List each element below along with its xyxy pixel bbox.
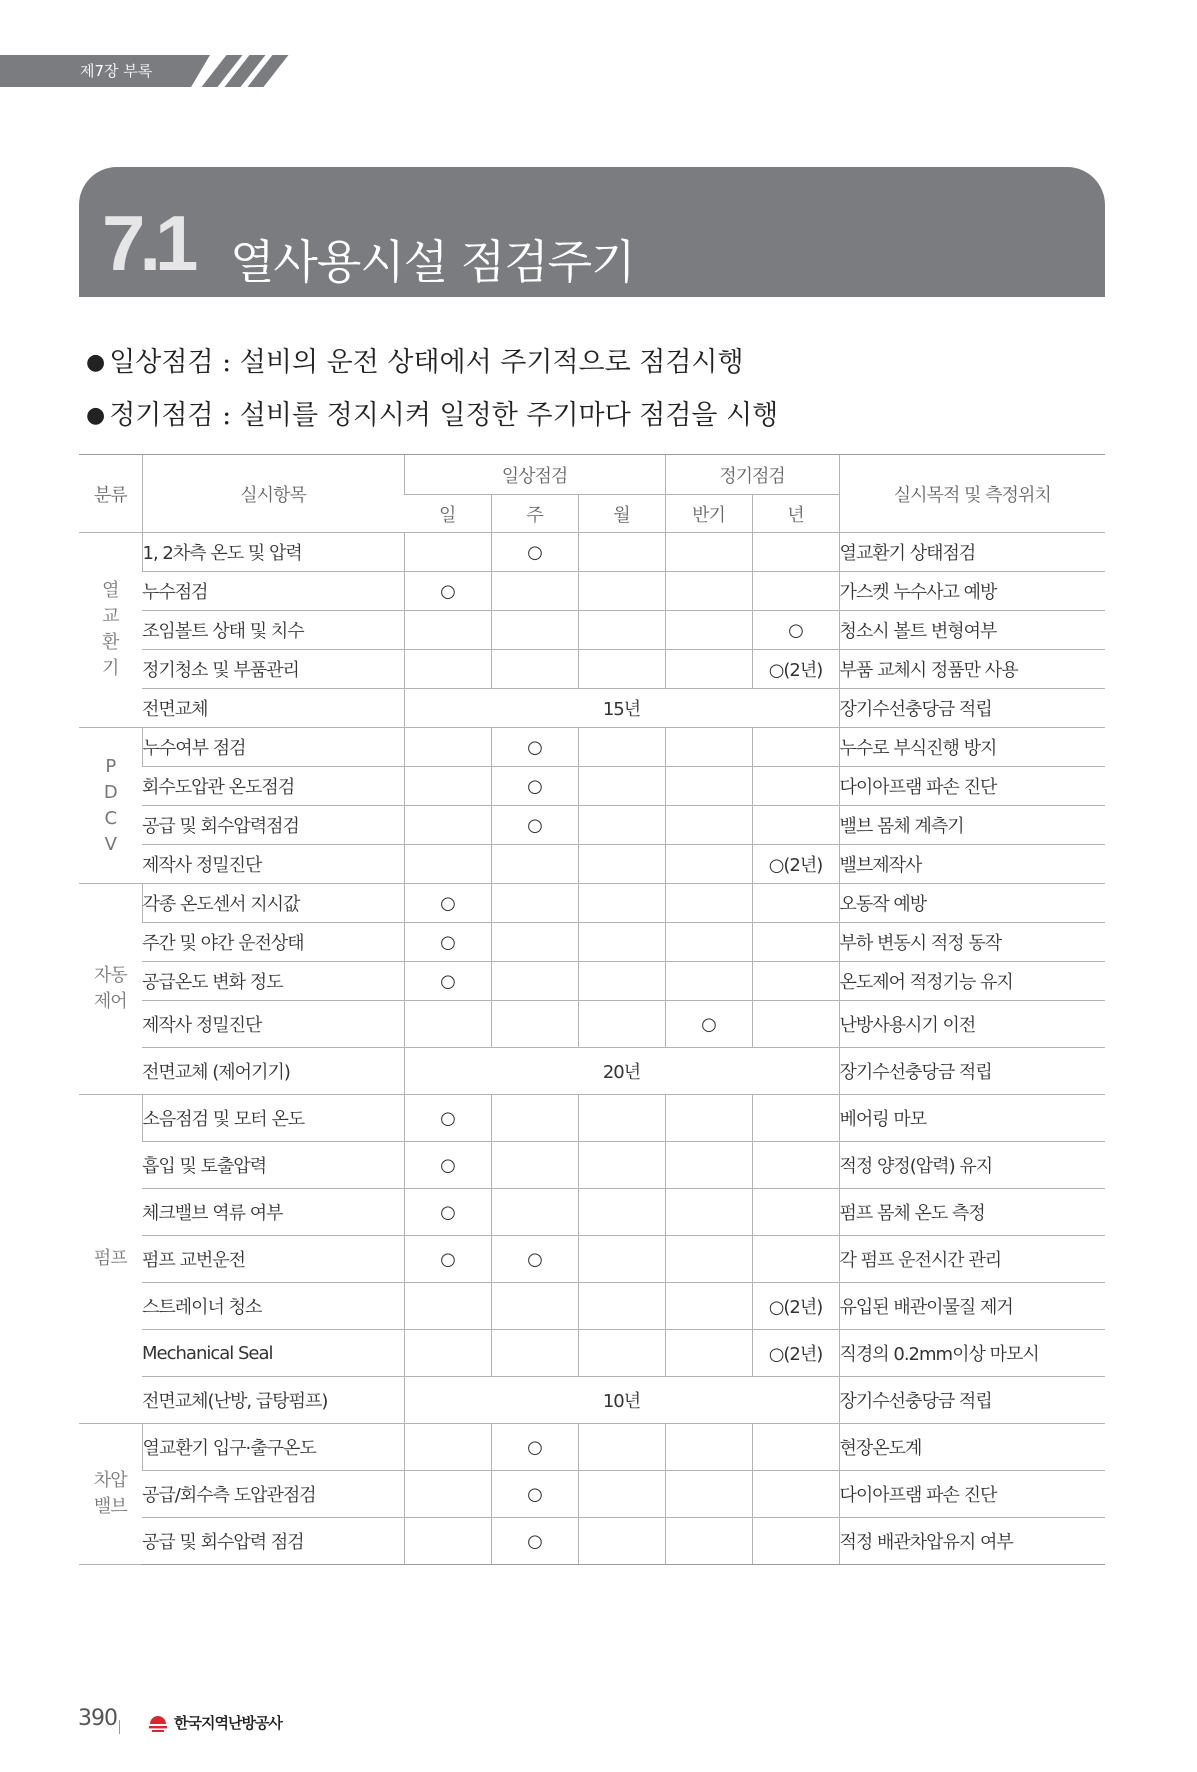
mark-cell-month (578, 1518, 665, 1565)
mark-cell-year (752, 923, 839, 962)
header-half: 반기 (665, 495, 752, 533)
purpose-cell: 펌프 몸체 온도 측정 (839, 1189, 1105, 1236)
mark-cell-year (752, 533, 839, 572)
mark-cell-day: ○ (404, 1095, 491, 1142)
mark-cell-month (578, 1189, 665, 1236)
mark-cell-week (491, 1001, 578, 1048)
item-cell: 누수여부 점검 (142, 728, 404, 767)
purpose-cell: 베어링 마모 (839, 1095, 1105, 1142)
mark-cell-day: ○ (404, 1236, 491, 1283)
mark-cell-half (665, 1330, 752, 1377)
item-cell: 1, 2차측 온도 및 압력 (142, 533, 404, 572)
item-cell: 흡입 및 토출압력 (142, 1142, 404, 1189)
mark-cell-week (491, 650, 578, 689)
mark-cell-day: ○ (404, 962, 491, 1001)
table-row (79, 1377, 1105, 1424)
mark-cell-half (665, 1518, 752, 1565)
mark-cell-week: ○ (491, 767, 578, 806)
mark-cell-day (404, 845, 491, 884)
mark-cell-year (752, 1142, 839, 1189)
mark-cell-year: ○(2년) (752, 650, 839, 689)
purpose-cell: 누수로 부식진행 방지 (839, 728, 1105, 767)
bullet-daily (86, 340, 744, 379)
mark-cell-year (752, 1001, 839, 1048)
mark-cell-week (491, 1283, 578, 1330)
mark-cell-half (665, 1189, 752, 1236)
mark-cell-week (491, 1189, 578, 1236)
item-cell: 제작사 정밀진단 (142, 1001, 404, 1048)
category-cell: 열 교 환 기 (79, 533, 142, 728)
mark-cell-year (752, 806, 839, 845)
item-cell: 소음점검 및 모터 온도 (142, 1095, 404, 1142)
purpose-cell: 밸브제작사 (839, 845, 1105, 884)
table-row (79, 1471, 1105, 1518)
mark-cell-week: ○ (491, 533, 578, 572)
mark-cell-day (404, 1471, 491, 1518)
table-row (79, 650, 1105, 689)
mark-cell-half (665, 1424, 752, 1471)
purpose-cell: 현장온도계 (839, 1424, 1105, 1471)
category-cell: 차압 밸브 (79, 1424, 142, 1565)
table-row (79, 1048, 1105, 1095)
table-row (79, 1189, 1105, 1236)
header-week: 주 (491, 495, 578, 533)
mark-cell-day: ○ (404, 923, 491, 962)
mark-cell-month (578, 1283, 665, 1330)
mark-cell-half (665, 1236, 752, 1283)
mark-cell-week: ○ (491, 806, 578, 845)
purpose-cell: 밸브 몸체 계측기 (839, 806, 1105, 845)
purpose-cell: 청소시 볼트 변형여부 (839, 611, 1105, 650)
bullet-periodic (86, 393, 778, 432)
mark-cell-day (404, 728, 491, 767)
mark-cell-half (665, 767, 752, 806)
table-row (79, 845, 1105, 884)
mark-cell-half: ○ (665, 1001, 752, 1048)
section-title: 열사용시설 점검주기 (230, 235, 635, 289)
mark-cell-day (404, 1424, 491, 1471)
item-cell: 체크밸브 역류 여부 (142, 1189, 404, 1236)
table-row (79, 1095, 1105, 1142)
chapter-label: 제7장 부록 (80, 62, 153, 80)
item-cell: 펌프 교번운전 (142, 1236, 404, 1283)
item-cell: 전면교체(난방, 급탕펌프) (142, 1377, 404, 1424)
table-row (79, 689, 1105, 728)
purpose-cell: 부품 교체시 정품만 사용 (839, 650, 1105, 689)
purpose-cell: 온도제어 적정기능 유지 (839, 962, 1105, 1001)
mark-cell-week (491, 1095, 578, 1142)
table-body (79, 533, 1105, 1565)
mark-cell-year (752, 572, 839, 611)
purpose-cell: 유입된 배관이물질 제거 (839, 1283, 1105, 1330)
mark-cell-month (578, 1424, 665, 1471)
mark-cell-month (578, 572, 665, 611)
mark-cell-half (665, 845, 752, 884)
mark-cell-year: ○(2년) (752, 845, 839, 884)
mark-cell-half (665, 1095, 752, 1142)
purpose-cell: 오동작 예방 (839, 884, 1105, 923)
header-category: 분류 (79, 455, 142, 533)
mark-cell-day (404, 533, 491, 572)
page-number: 390 (78, 1706, 117, 1731)
mark-cell-half (665, 611, 752, 650)
mark-cell-day: ○ (404, 884, 491, 923)
mark-cell-year (752, 1424, 839, 1471)
mark-cell-half (665, 884, 752, 923)
item-cell: 각종 온도센서 지시값 (142, 884, 404, 923)
purpose-cell: 부하 변동시 적정 동작 (839, 923, 1105, 962)
category-cell: 펌프 (79, 1095, 142, 1424)
table-row (79, 572, 1105, 611)
table-row (79, 1330, 1105, 1377)
mark-cell-week: ○ (491, 1424, 578, 1471)
mark-cell-month (578, 1236, 665, 1283)
category-cell: P D C V (79, 728, 142, 884)
table-row (79, 1001, 1105, 1048)
header-item: 실시항목 (142, 455, 404, 533)
table-row (79, 728, 1105, 767)
mark-cell-month (578, 650, 665, 689)
footer-divider (119, 1720, 120, 1734)
table-row (79, 1236, 1105, 1283)
bullet-dot-icon: ● (86, 350, 106, 375)
item-cell: 주간 및 야간 운전상태 (142, 923, 404, 962)
mark-cell-year (752, 884, 839, 923)
mark-cell-week (491, 923, 578, 962)
mark-cell-year (752, 962, 839, 1001)
logo-icon (147, 1712, 169, 1734)
mark-cell-year (752, 1095, 839, 1142)
mark-cell-half (665, 572, 752, 611)
table-row (79, 1142, 1105, 1189)
purpose-cell: 열교환기 상태점검 (839, 533, 1105, 572)
mark-cell-day (404, 767, 491, 806)
mark-cell-half (665, 1283, 752, 1330)
inspection-table (79, 454, 1105, 1565)
category-cell: 자동 제어 (79, 884, 142, 1095)
mark-cell-half (665, 533, 752, 572)
mark-cell-month (578, 845, 665, 884)
item-cell: 열교환기 입구·출구온도 (142, 1424, 404, 1471)
mark-cell-year (752, 1189, 839, 1236)
purpose-cell: 가스켓 누수사고 예방 (839, 572, 1105, 611)
mark-cell-day (404, 611, 491, 650)
mark-cell-week (491, 884, 578, 923)
mark-cell-month (578, 1001, 665, 1048)
table-row (79, 533, 1105, 572)
section-number: 7.1 (102, 199, 193, 287)
mark-cell-year: ○ (752, 611, 839, 650)
item-cell: 공급 및 회수압력점검 (142, 806, 404, 845)
header-daily-group: 일상점검 (404, 455, 665, 495)
mark-cell-week: ○ (491, 1471, 578, 1518)
table-row (79, 1518, 1105, 1565)
item-cell: 전면교체 (제어기기) (142, 1048, 404, 1095)
mark-cell-week (491, 1330, 578, 1377)
item-cell: 공급/회수측 도압관점검 (142, 1471, 404, 1518)
mark-cell-year: ○(2년) (752, 1330, 839, 1377)
table-row (79, 1424, 1105, 1471)
table-row (79, 884, 1105, 923)
purpose-cell: 적정 양정(압력) 유지 (839, 1142, 1105, 1189)
item-cell: 정기청소 및 부품관리 (142, 650, 404, 689)
mark-cell-half (665, 650, 752, 689)
mark-cell-month (578, 1330, 665, 1377)
header-year: 년 (752, 495, 839, 533)
header-day: 일 (404, 495, 491, 533)
mark-cell-year (752, 728, 839, 767)
mark-cell-day (404, 806, 491, 845)
mark-cell-year (752, 1471, 839, 1518)
replacement-cycle-cell: 20년 (404, 1048, 839, 1095)
table-row (79, 1283, 1105, 1330)
table-row (79, 767, 1105, 806)
mark-cell-half (665, 1471, 752, 1518)
mark-cell-month (578, 923, 665, 962)
mark-cell-half (665, 1142, 752, 1189)
mark-cell-year (752, 1236, 839, 1283)
table-row (79, 923, 1105, 962)
mark-cell-month (578, 1142, 665, 1189)
header-periodic-group: 정기점검 (665, 455, 839, 495)
replacement-cycle-cell: 10년 (404, 1377, 839, 1424)
mark-cell-year (752, 1518, 839, 1565)
mark-cell-month (578, 884, 665, 923)
purpose-cell: 각 펌프 운전시간 관리 (839, 1236, 1105, 1283)
mark-cell-day (404, 1283, 491, 1330)
purpose-cell: 다이아프램 파손 진단 (839, 1471, 1105, 1518)
mark-cell-month (578, 611, 665, 650)
mark-cell-year: ○(2년) (752, 1283, 839, 1330)
table-row (79, 611, 1105, 650)
mark-cell-day (404, 1001, 491, 1048)
mark-cell-week (491, 611, 578, 650)
item-cell: 제작사 정밀진단 (142, 845, 404, 884)
mark-cell-half (665, 923, 752, 962)
replacement-cycle-cell: 15년 (404, 689, 839, 728)
item-cell: 공급 및 회수압력 점검 (142, 1518, 404, 1565)
mark-cell-day (404, 650, 491, 689)
purpose-cell: 적정 배관차압유지 여부 (839, 1518, 1105, 1565)
mark-cell-half (665, 806, 752, 845)
purpose-cell: 난방사용시기 이전 (839, 1001, 1105, 1048)
mark-cell-month (578, 1471, 665, 1518)
mark-cell-week (491, 1142, 578, 1189)
mark-cell-day: ○ (404, 1142, 491, 1189)
mark-cell-half (665, 962, 752, 1001)
purpose-cell: 장기수선충당금 적립 (839, 1377, 1105, 1424)
purpose-cell: 장기수선충당금 적립 (839, 1048, 1105, 1095)
mark-cell-month (578, 767, 665, 806)
mark-cell-day: ○ (404, 1189, 491, 1236)
mark-cell-week (491, 845, 578, 884)
mark-cell-week (491, 962, 578, 1001)
mark-cell-week: ○ (491, 728, 578, 767)
header-month: 월 (578, 495, 665, 533)
item-cell: 공급온도 변화 정도 (142, 962, 404, 1001)
purpose-cell: 장기수선충당금 적립 (839, 689, 1105, 728)
table-row (79, 806, 1105, 845)
bullet-text: 정기점검 : 설비를 정지시켜 일정한 주기마다 점검을 시행 (109, 400, 779, 431)
mark-cell-week: ○ (491, 1236, 578, 1283)
mark-cell-day: ○ (404, 572, 491, 611)
item-cell: 조임볼트 상태 및 치수 (142, 611, 404, 650)
purpose-cell: 직경의 0.2mm이상 마모시 (839, 1330, 1105, 1377)
item-cell: Mechanical Seal (142, 1330, 404, 1377)
mark-cell-month (578, 728, 665, 767)
mark-cell-day (404, 1330, 491, 1377)
bullet-dot-icon: ● (86, 403, 106, 428)
item-cell: 전면교체 (142, 689, 404, 728)
item-cell: 스트레이너 청소 (142, 1283, 404, 1330)
mark-cell-month (578, 1095, 665, 1142)
item-cell: 누수점검 (142, 572, 404, 611)
purpose-cell: 다이아프램 파손 진단 (839, 767, 1105, 806)
table-row (79, 962, 1105, 1001)
mark-cell-month (578, 533, 665, 572)
item-cell: 회수도압관 온도점검 (142, 767, 404, 806)
mark-cell-month (578, 806, 665, 845)
mark-cell-year (752, 767, 839, 806)
bullet-text: 일상점검 : 설비의 운전 상태에서 주기적으로 점검시행 (109, 347, 744, 378)
org-name: 한국지역난방공사 (174, 1714, 282, 1732)
header-purpose: 실시목적 및 측정위치 (839, 455, 1105, 533)
mark-cell-week (491, 572, 578, 611)
mark-cell-week: ○ (491, 1518, 578, 1565)
mark-cell-month (578, 962, 665, 1001)
mark-cell-day (404, 1518, 491, 1565)
mark-cell-half (665, 728, 752, 767)
